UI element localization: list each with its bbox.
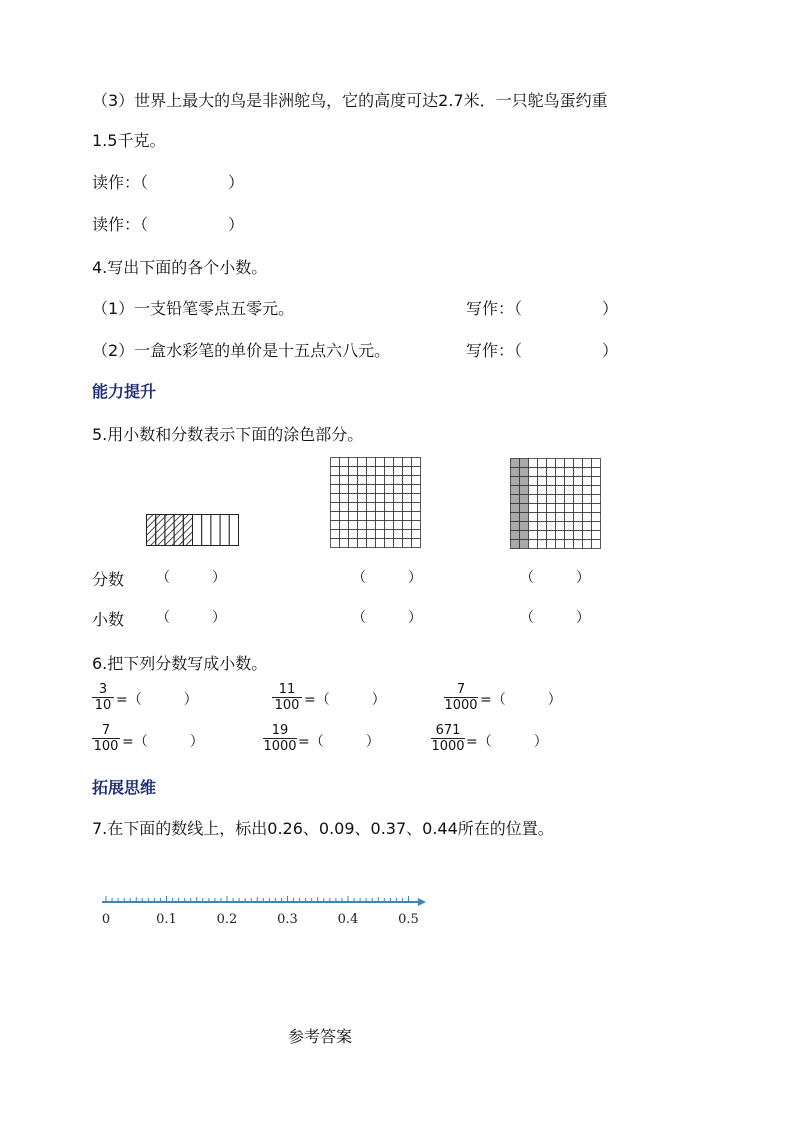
empty-cell (403, 503, 412, 512)
empty-cell (340, 512, 349, 521)
empty-cell (385, 503, 394, 512)
shaded-cell (520, 486, 529, 495)
empty-cell (574, 531, 583, 540)
empty-cell (412, 521, 421, 530)
empty-cell (202, 515, 211, 546)
empty-cell (331, 521, 340, 530)
empty-cell (565, 468, 574, 477)
empty-cell (376, 467, 385, 476)
empty-cell (538, 468, 547, 477)
empty-cell (412, 458, 421, 467)
empty-cell (331, 476, 340, 485)
empty-cell (412, 476, 421, 485)
empty-cell (403, 539, 412, 548)
numerator: 11 (278, 682, 296, 697)
empty-cell (340, 485, 349, 494)
numerator: 7 (101, 723, 111, 738)
empty-cell (367, 539, 376, 548)
decimal-blank-2[interactable]: （ ） (352, 610, 422, 626)
q3-line1: （3）世界上最大的鸟是非洲鸵鸟，它的高度可达2.7米．一只鸵鸟蛋约重 (92, 91, 608, 110)
empty-cell (376, 485, 385, 494)
q3-line2: 1.5千克。 (92, 131, 166, 150)
shaded-cell (520, 531, 529, 540)
empty-cell (565, 513, 574, 522)
empty-cell (538, 504, 547, 513)
empty-cell (574, 486, 583, 495)
empty-cell (358, 467, 367, 476)
fraction-7-1000 (444, 682, 478, 713)
empty-cell (592, 522, 601, 531)
shaded-cell (520, 477, 529, 486)
number-line[interactable] (100, 890, 430, 930)
empty-cell (538, 495, 547, 504)
q6-blank-2[interactable]: =（ ） (304, 692, 386, 708)
empty-cell (385, 530, 394, 539)
shaded-cell (511, 459, 520, 468)
empty-cell (385, 512, 394, 521)
empty-cell (367, 485, 376, 494)
empty-cell (349, 458, 358, 467)
empty-cell (331, 494, 340, 503)
empty-cell (556, 504, 565, 513)
empty-cell (583, 486, 592, 495)
empty-cell (583, 540, 592, 549)
shaded-cell (147, 515, 156, 546)
shaded-cell (183, 515, 192, 546)
empty-cell (556, 468, 565, 477)
empty-cell (349, 476, 358, 485)
empty-cell (403, 521, 412, 530)
empty-cell (547, 513, 556, 522)
empty-cell (403, 485, 412, 494)
empty-cell (394, 458, 403, 467)
empty-cell (538, 513, 547, 522)
empty-cell (376, 539, 385, 548)
shaded-cell (511, 540, 520, 549)
empty-cell (358, 539, 367, 548)
empty-cell (358, 530, 367, 539)
q6-title: 6.把下列分数写成小数。 (92, 654, 268, 673)
denominator: 1000 (431, 739, 465, 754)
empty-cell (556, 531, 565, 540)
empty-cell (565, 540, 574, 549)
empty-cell (565, 522, 574, 531)
empty-cell (538, 486, 547, 495)
decimal-label: 小数 (92, 610, 125, 629)
fraction-671-1000 (431, 723, 465, 754)
decimal-blank-1[interactable]: （ ） (156, 610, 226, 626)
section-heading-ability: 能力提升 (92, 382, 157, 401)
empty-cell (529, 540, 538, 549)
empty-cell (574, 540, 583, 549)
empty-cell (403, 458, 412, 467)
shaded-cell (511, 522, 520, 531)
empty-cell (547, 522, 556, 531)
empty-cell (556, 477, 565, 486)
empty-cell (394, 521, 403, 530)
empty-cell (220, 515, 229, 546)
shaded-cell (174, 515, 183, 546)
empty-cell (529, 468, 538, 477)
axis-label: 0.2 (216, 912, 238, 927)
empty-cell (394, 494, 403, 503)
empty-cell (340, 503, 349, 512)
empty-cell (583, 477, 592, 486)
empty-cell (529, 522, 538, 531)
empty-cell (583, 468, 592, 477)
empty-cell (403, 530, 412, 539)
empty-cell (538, 531, 547, 540)
empty-cell (358, 512, 367, 521)
shaded-cell (511, 495, 520, 504)
shaded-cell (165, 515, 174, 546)
empty-cell (349, 467, 358, 476)
empty-cell (547, 531, 556, 540)
q5-title: 5.用小数和分数表示下面的涂色部分。 (92, 425, 364, 444)
empty-cell (583, 504, 592, 513)
empty-cell (349, 512, 358, 521)
q6-blank-1[interactable]: =（ ） (116, 692, 198, 708)
axis-label: 0.3 (277, 912, 298, 927)
empty-cell (574, 477, 583, 486)
empty-cell (556, 522, 565, 531)
empty-cell (193, 515, 202, 546)
empty-cell (412, 494, 421, 503)
fraction-blank-1[interactable]: （ ） (156, 570, 226, 586)
numerator: 671 (435, 723, 461, 738)
empty-cell (592, 495, 601, 504)
empty-cell (412, 485, 421, 494)
empty-cell (358, 476, 367, 485)
empty-cell (574, 495, 583, 504)
empty-cell (538, 477, 547, 486)
shaded-cell (511, 504, 520, 513)
shaded-cell (511, 513, 520, 522)
empty-cell (367, 467, 376, 476)
empty-cell (331, 467, 340, 476)
empty-cell (367, 530, 376, 539)
empty-cell (385, 476, 394, 485)
shaded-cell (520, 540, 529, 549)
shaded-cell (511, 486, 520, 495)
denominator: 100 (272, 697, 302, 713)
empty-cell (412, 467, 421, 476)
empty-cell (367, 521, 376, 530)
empty-cell (376, 521, 385, 530)
empty-cell (565, 504, 574, 513)
numerator: 7 (456, 682, 466, 697)
empty-cell (547, 504, 556, 513)
empty-cell (547, 495, 556, 504)
q4-title: 4.写出下面的各个小数。 (92, 258, 268, 277)
empty-cell (556, 513, 565, 522)
empty-cell (376, 458, 385, 467)
axis-label: 0.5 (398, 912, 419, 927)
fraction-blank-2[interactable]: （ ） (352, 570, 422, 586)
empty-cell (394, 503, 403, 512)
empty-cell (574, 468, 583, 477)
q6-blank-3[interactable]: =（ ） (480, 692, 562, 708)
empty-cell (529, 531, 538, 540)
decimal-blank-3[interactable]: （ ） (520, 610, 590, 626)
empty-cell (394, 485, 403, 494)
empty-cell (394, 512, 403, 521)
numerator: 19 (271, 723, 289, 738)
empty-cell (592, 486, 601, 495)
empty-cell (592, 513, 601, 522)
shaded-cell (511, 531, 520, 540)
denominator: 1000 (263, 739, 297, 754)
fraction-3-10 (92, 682, 114, 713)
empty-cell (349, 503, 358, 512)
empty-cell (412, 512, 421, 521)
empty-cell (385, 494, 394, 503)
empty-cell (403, 494, 412, 503)
empty-cell (340, 539, 349, 548)
empty-cell (538, 522, 547, 531)
empty-cell (367, 512, 376, 521)
shaded-cell (511, 477, 520, 486)
grid-figure-2 (510, 458, 601, 549)
empty-cell (367, 494, 376, 503)
shaded-cell (511, 468, 520, 477)
empty-cell (583, 513, 592, 522)
empty-cell (565, 495, 574, 504)
empty-cell (574, 522, 583, 531)
empty-cell (376, 512, 385, 521)
empty-cell (367, 476, 376, 485)
empty-cell (394, 530, 403, 539)
q6-blank-4[interactable]: =（ ） (122, 734, 204, 750)
fraction-19-1000 (263, 723, 297, 754)
empty-cell (547, 540, 556, 549)
empty-cell (529, 459, 538, 468)
q3-read-blank-2[interactable]: 读作：（ ） (92, 215, 245, 234)
empty-cell (547, 459, 556, 468)
empty-cell (565, 459, 574, 468)
empty-cell (565, 477, 574, 486)
empty-cell (592, 459, 601, 468)
shaded-cell (520, 495, 529, 504)
empty-cell (529, 477, 538, 486)
empty-cell (349, 530, 358, 539)
answers-heading: 参考答案 (288, 1027, 353, 1046)
empty-cell (331, 458, 340, 467)
empty-cell (574, 513, 583, 522)
empty-cell (349, 521, 358, 530)
empty-cell (583, 531, 592, 540)
empty-cell (229, 515, 238, 546)
empty-cell (403, 467, 412, 476)
empty-cell (547, 468, 556, 477)
empty-cell (583, 522, 592, 531)
empty-cell (211, 515, 220, 546)
empty-cell (538, 459, 547, 468)
denominator: 1000 (444, 698, 478, 713)
empty-cell (331, 512, 340, 521)
empty-cell (556, 540, 565, 549)
empty-cell (385, 521, 394, 530)
empty-cell (394, 539, 403, 548)
empty-cell (394, 467, 403, 476)
shaded-cell (156, 515, 165, 546)
fraction-label: 分数 (92, 570, 125, 589)
empty-cell (340, 494, 349, 503)
fraction-11-100 (272, 682, 302, 713)
q4-answer-blank-2[interactable]: 写作：（ ） (466, 341, 619, 360)
q4-item-1: （1）一支铅笔零点五零元。 (92, 299, 295, 318)
q4-item-2: （2）一盒水彩笔的单价是十五点六八元。 (92, 341, 391, 360)
empty-cell (583, 459, 592, 468)
empty-cell (340, 476, 349, 485)
q4-answer-blank-1[interactable]: 写作：（ ） (466, 299, 619, 318)
empty-cell (358, 458, 367, 467)
empty-cell (385, 467, 394, 476)
empty-cell (592, 531, 601, 540)
empty-cell (592, 504, 601, 513)
empty-cell (574, 504, 583, 513)
empty-cell (385, 539, 394, 548)
q6-blank-6[interactable]: =（ ） (466, 734, 548, 750)
denominator: 100 (93, 739, 119, 754)
empty-cell (556, 459, 565, 468)
numerator: 3 (98, 682, 108, 697)
shaded-cell (520, 513, 529, 522)
grid-figure-1 (330, 457, 421, 548)
empty-cell (538, 540, 547, 549)
shaded-cell (520, 459, 529, 468)
empty-cell (331, 539, 340, 548)
empty-cell (592, 477, 601, 486)
empty-cell (529, 513, 538, 522)
empty-cell (367, 458, 376, 467)
empty-cell (367, 503, 376, 512)
empty-cell (385, 458, 394, 467)
shaded-cell (520, 468, 529, 477)
empty-cell (349, 485, 358, 494)
fraction-blank-3[interactable]: （ ） (520, 570, 590, 586)
empty-cell (565, 531, 574, 540)
empty-cell (340, 530, 349, 539)
q6-blank-5[interactable]: =（ ） (298, 734, 380, 750)
empty-cell (331, 503, 340, 512)
axis-label: 0.1 (156, 912, 177, 927)
empty-cell (529, 495, 538, 504)
empty-cell (385, 485, 394, 494)
empty-cell (529, 504, 538, 513)
empty-cell (412, 503, 421, 512)
fraction-7-100 (92, 723, 120, 754)
empty-cell (556, 495, 565, 504)
empty-cell (547, 477, 556, 486)
empty-cell (358, 485, 367, 494)
q3-read-blank-1[interactable]: 读作：（ ） (92, 173, 245, 192)
empty-cell (331, 530, 340, 539)
empty-cell (340, 521, 349, 530)
shaded-cell (520, 504, 529, 513)
empty-cell (529, 486, 538, 495)
empty-cell (412, 530, 421, 539)
empty-cell (403, 476, 412, 485)
denominator: 10 (92, 697, 114, 713)
empty-cell (556, 486, 565, 495)
q7-title: 7.在下面的数线上，标出0.26、0.09、0.37、0.44所在的位置。 (92, 819, 554, 838)
empty-cell (592, 540, 601, 549)
empty-cell (349, 539, 358, 548)
empty-cell (376, 494, 385, 503)
section-heading-extend: 拓展思维 (92, 778, 157, 797)
empty-cell (340, 458, 349, 467)
empty-cell (547, 486, 556, 495)
empty-cell (574, 459, 583, 468)
empty-cell (583, 495, 592, 504)
empty-cell (403, 512, 412, 521)
empty-cell (394, 476, 403, 485)
empty-cell (358, 521, 367, 530)
shaded-cell (520, 522, 529, 531)
empty-cell (412, 539, 421, 548)
empty-cell (358, 503, 367, 512)
empty-cell (349, 494, 358, 503)
empty-cell (565, 486, 574, 495)
empty-cell (340, 467, 349, 476)
empty-cell (331, 485, 340, 494)
empty-cell (376, 530, 385, 539)
empty-cell (592, 468, 601, 477)
axis-label: 0.4 (337, 912, 359, 927)
arrow-icon (418, 898, 426, 906)
empty-cell (376, 476, 385, 485)
axis-label: 0 (101, 912, 111, 927)
empty-cell (376, 503, 385, 512)
strip-figure (146, 514, 240, 546)
empty-cell (358, 494, 367, 503)
